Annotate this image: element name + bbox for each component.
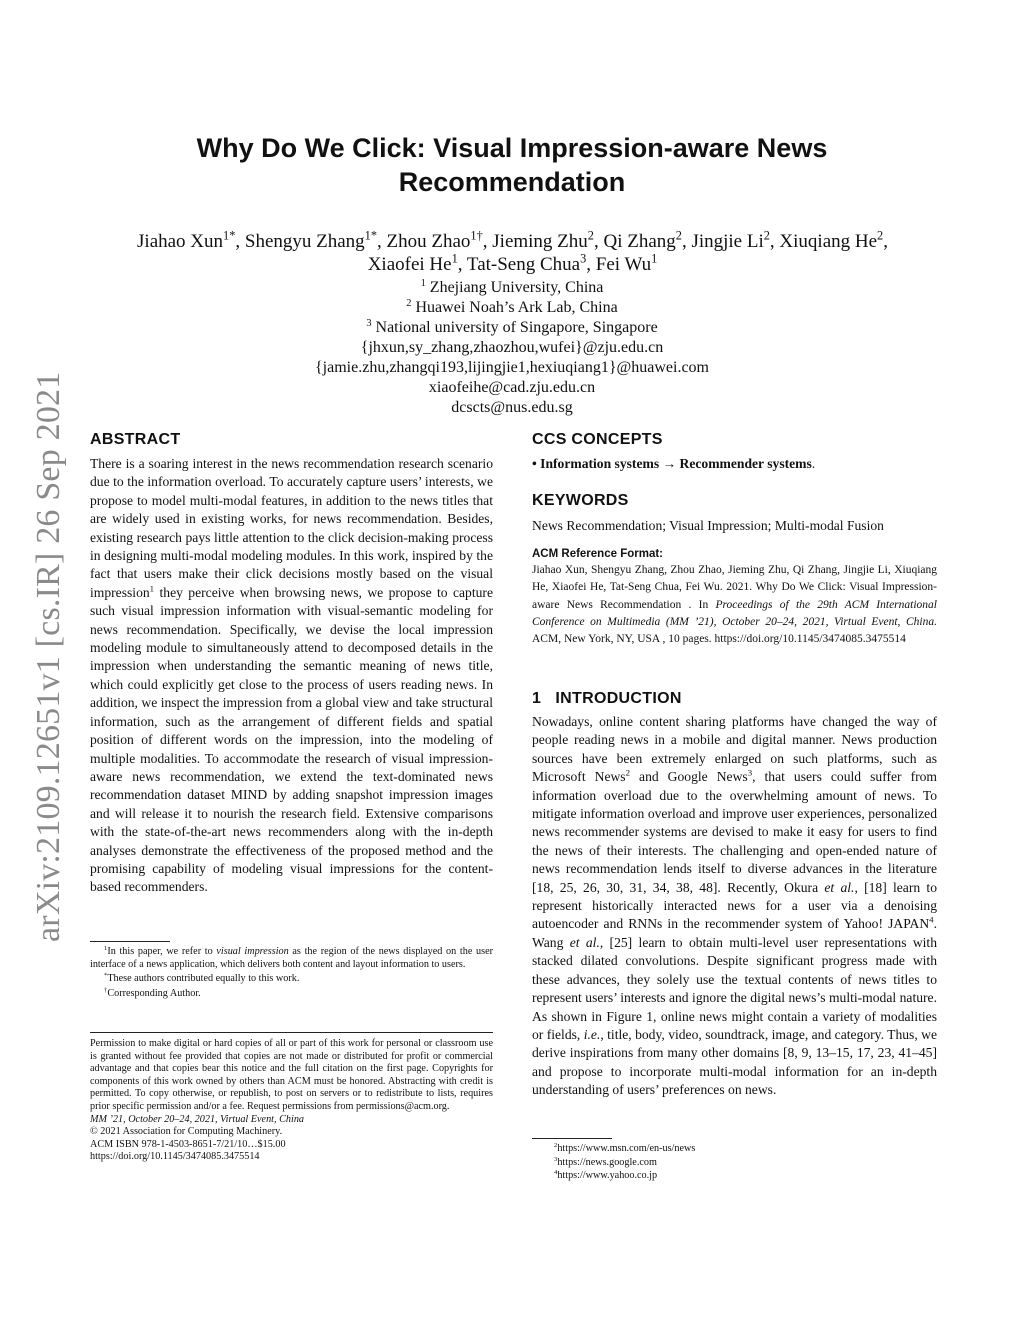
author: Jieming Zhu$^2$ [492,228,594,252]
paper-title [120,131,904,199]
doi-line: https://doi.org/10.1145/3474085.3475514 [90,1151,260,1163]
isbn-line: ACM ISBN 978-1-4503-8651-7/21/10…$15.00 [90,1138,286,1150]
acm-reference-heading: ACM Reference Format: [532,548,663,560]
introduction-text: Nowadays, online content sharing platforms have changed the way of people reading news in a mobile and digital manner. News production sources have been extremely enlarged on such platforms, such as Microsoft News$^2$ and Google News$^3$, that users could suffer from information overload due to the overwhelming amount of news. To mitigate information overload and improve user experiences, personalized news recommender systems are devised to make it easy for users to find the news of their interests. The challenging and open-ended nature of news recommendation lends itself to diverse advances in the literature [18, 25, 26, 30, 31, 34, 38, 48]. Recently, Okura et al., [18] learn to represent historically interacted news for a user via a denoising autoencoder and RNNs in the recommender system of Yahoo! JAPAN$^4$. Wang et al., [25] learn to obtain multi-level user representations with stacked dilated convolutions. Despite significant progress made with these advances, they solely use the textual contents of news titles to represent users’ interests and ignore the digital news’s multi-modal nature. As shown in Figure 1, online news might contain a variety of modalities or fields, i.e., title, body, video, soundtrack, image, and category. Thus, we derive inspirations from many other domains [8, 9, 13–15, 17, 23, 41–45] and propose to incorporate multi-modal information for an in-depth understanding of users’ preferences on news. [532,714,938,1098]
email: {jamie.zhu,zhangqi193,lijingjie1,hexiuqiang1}@huawei.com [315,359,709,376]
footnote-google-link[interactable]: $^3$https://news.google.com [554,1155,657,1168]
email: {jhxun,sy_zhang,zhaozhou,wufei}@zju.edu.cn [360,339,664,356]
abstract-section [90,431,493,897]
author: Xiuqiang He$^2$ [779,228,884,252]
footnote-equal-contrib: *These authors contributed equally to this work. [104,972,300,985]
author: Qi Zhang$^2$ [603,228,682,252]
footnote-msn-link[interactable]: $^2$https://www.msn.com/en-us/news [554,1142,696,1154]
introduction-heading: 1 INTRODUCTION [532,690,682,707]
keywords-section [532,492,937,535]
permission-rule [90,1032,493,1033]
author: Jiahao Xun$^{1*}$ [137,228,236,252]
permission-text: Permission to make digital or hard copies of all or part of this work for personal or classroom use is granted without fee provided that copies are not made or distributed for profit or commercial advantage and that copies bear this notice and the full citation on the first page. Copyrights for components of this work owned by others than ACM must be honored. Abstracting with credit is permitted. To copy otherwise, or republish, to post on servers or to redistribute to lists, requires prior specific permission and/or a fee. Request permissions from permissions@acm.org. [90,1038,493,1112]
keywords-text: News Recommendation; Visual Impression; Multi-modal Fusion [532,518,884,533]
ccs-section [532,431,937,473]
acm-reference-section [532,548,937,648]
author: Fei Wu$^1$ [595,251,658,275]
abstract-text: There is a soaring interest in the news recommendation research scenario due to the information overload. To accurately capture users’ interests, we propose to model multi-modal features, in addition to the news titles that are widely used in existing works, for news recommendation. Besides, existing research pays little attention to the click decision-making process in designing multi-modal modeling modules. In this work, inspired by the fact that users make their click decisions mostly based on the visual impression$^1$ they perceive when browsing news, we propose to capture such visual impression information with visual-semantic modeling for news recommendation. Specifically, we devise the local impression modeling module to simultaneously attend to decomposed details in the impression when understanding the semantic meaning of news title, which could explicitly get close to the process of users reading news. In addition, we inspect the impression from a global view and take structural information, such as the arrangement of different fields and spatial position of different words on the impression, into the modeling of multiple modalities. To accommodate the research of visual impression-aware news recommendation, we extend the text-dominated news recommendation dataset MIND by adding snapshot impression images and will release it to nourish the research field. Extensive comparisons with the state-of-the-art news recommenders along with the in-depth analyses demonstrate the effectiveness of the proposed method and the promising capability of modeling visual impressions for the content-based recommenders. [90,456,493,895]
permission-block [90,1032,493,1164]
footnote-rule [90,941,170,942]
abstract-heading: ABSTRACT [90,431,181,448]
author: Shengyu Zhang$^{1*}$ [244,228,378,252]
email: xiaofeihe@cad.zju.edu.cn [428,379,596,396]
footnote-1: $^1$In this paper, we refer to visual impression as the region of the news displayed on the user interface of a news application, which delivers both content and layout information to users. [90,945,493,970]
affiliations [120,278,904,418]
left-footnotes [90,941,493,1000]
affiliation: $^3$ National university of Singapore, Singapore [366,317,658,336]
copyright-line: © 2021 Association for Computing Machinery. [90,1126,283,1138]
author: Tat-Seng Chua$^3$ [466,251,587,275]
right-footnotes [532,1138,937,1183]
title-line-1: Why Do We Click: Visual Impression-aware News [196,133,828,163]
ccs-heading: CCS CONCEPTS [532,431,663,448]
footnote-rule [532,1138,612,1139]
author: Zhou Zhao$^{1\dagger}$ [386,228,483,252]
acm-reference-text: Jiahao Xun, Shengyu Zhang, Zhou Zhao, Jieming Zhu, Qi Zhang, Jingjie Li, Xiuqiang He, Xiaofei He, Tat-Seng Chua, Fei Wu. 2021. Why Do We Click: Visual Impression-aware News Recommendation . In Proceedings of the 29th ACM International Conference on Multimedia (MM ’21), October 20–24, 2021, Virtual Event, China. ACM, New York, NY, USA , 10 pages. https://doi.org/10.1145/3474085.3475514 [532,564,937,646]
author-list: Jiahao Xun$^{1*}$, Shengyu Zhang$^{1*}$, Zhou Zhao$^{1\dagger}$, Jieming Zhu$^2$, Qi Zhang$^2$, Jingjie Li$^2$, Xiuqiang He$^2$, Xiaofei He$^1$, Tat-Seng Chua$^3$, Fei Wu$^1$ [137,228,888,275]
affiliation: $^1$ Zhejiang University, China [420,277,604,296]
title-line-2: Recommendation [398,167,626,197]
ccs-concept: • Information systems → Recommender systems. [532,456,816,471]
email: dcscts@nus.edu.sg [451,399,573,416]
venue-line: MM ’21, October 20–24, 2021, Virtual Event, China [90,1113,305,1125]
author: Jingjie Li$^2$ [691,228,770,252]
author: Xiaofei He$^1$ [367,251,458,275]
keywords-heading: KEYWORDS [532,492,629,509]
footnote-yahoo-link[interactable]: $^4$https://www.yahoo.co.jp [554,1169,658,1182]
footnote-corresponding: †Corresponding Author. [104,986,201,999]
introduction-section [532,690,937,1100]
affiliation: $^2$ Huawei Noah’s Ark Lab, China [406,297,618,316]
